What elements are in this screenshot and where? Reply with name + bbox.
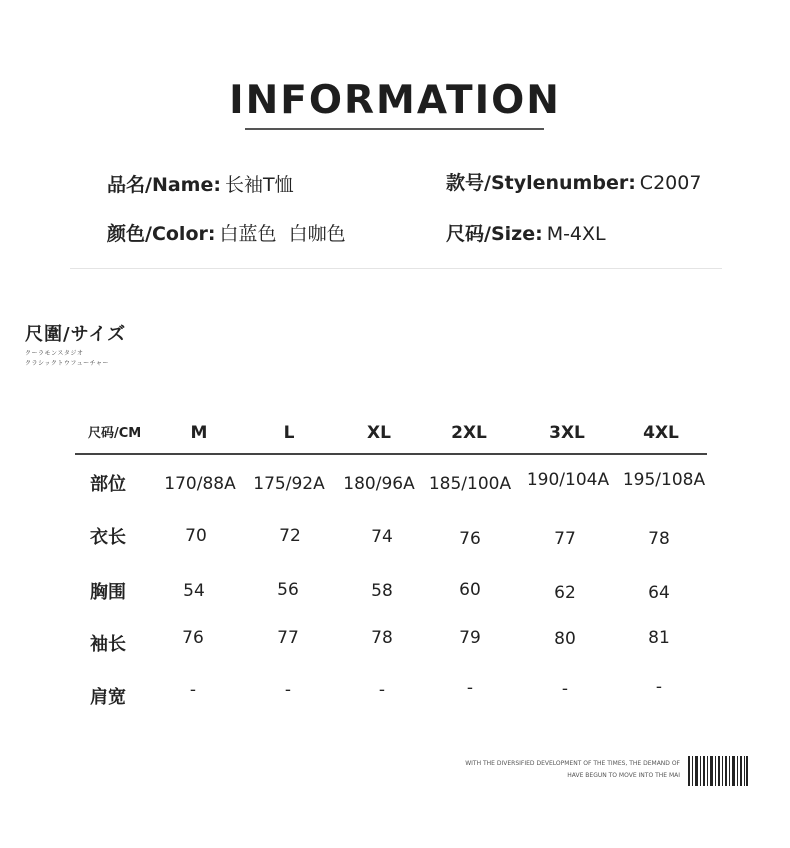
table-cell: 74 — [371, 527, 393, 547]
table-cell: 78 — [371, 628, 393, 648]
table-cell: 76 — [182, 628, 204, 648]
table-cell: 56 — [277, 580, 299, 600]
table-cell: 58 — [371, 581, 393, 601]
footer-text-line-1: WITH THE DIVERSIFIED DEVELOPMENT OF THE TIMES, THE DEMAND OF — [465, 760, 680, 767]
table-cell: 175/92A — [253, 474, 325, 494]
info-style-value: C2007 — [639, 172, 702, 194]
table-cell: 77 — [277, 628, 299, 648]
info-color-label: 颜色/Color: — [107, 223, 216, 245]
table-cell: 185/100A — [428, 474, 512, 494]
table-cell: 60 — [459, 580, 481, 600]
table-corner-label: 尺码/CM — [88, 426, 142, 441]
table-cell: - — [561, 679, 569, 699]
info-name-value: 长袖T恤 — [224, 174, 294, 196]
table-cell: 78 — [648, 529, 670, 549]
table-cell: 62 — [554, 583, 576, 603]
barcode-icon — [688, 756, 748, 786]
info-color-value: 白蓝色 白咖色 — [219, 223, 346, 245]
column-header: 3XL — [549, 423, 585, 443]
row-label: 袖长 — [90, 634, 126, 655]
info-name-label: 品名/Name: — [107, 174, 221, 196]
table-cell: 70 — [185, 526, 207, 546]
table-cell: 195/108A — [622, 470, 706, 490]
column-header: 2XL — [451, 423, 487, 443]
table-cell: 80 — [554, 629, 576, 649]
info-style — [446, 168, 701, 195]
size-section-subtitle-1: クーラモンスタジオ — [25, 350, 84, 357]
section-divider — [70, 268, 722, 269]
size-section-logo: 尺圍/サイズ — [25, 324, 127, 345]
table-cell: 72 — [279, 526, 301, 546]
size-section-subtitle-2: クラシックトウフューチャー — [25, 360, 109, 367]
table-cell: 64 — [648, 583, 670, 603]
table-cell: 170/88A — [164, 474, 236, 494]
table-cell: 190/104A — [526, 470, 610, 490]
info-name — [107, 170, 294, 197]
row-label: 肩宽 — [90, 687, 126, 708]
column-header: M — [190, 423, 208, 443]
page-title: INFORMATION — [229, 78, 561, 123]
table-header-rule — [75, 453, 707, 455]
row-label: 衣长 — [90, 527, 126, 548]
table-cell: - — [284, 680, 292, 700]
table-cell: 81 — [648, 628, 670, 648]
title-underline — [245, 128, 544, 130]
table-cell: 76 — [459, 529, 481, 549]
column-header: XL — [367, 423, 391, 443]
info-size-value: M-4XL — [546, 223, 606, 245]
table-cell: - — [655, 677, 663, 697]
table-cell: 79 — [459, 628, 481, 648]
info-color — [107, 219, 346, 246]
row-label: 部位 — [90, 474, 126, 495]
info-size — [446, 219, 606, 246]
info-style-label: 款号/Stylenumber: — [446, 172, 636, 194]
table-cell: - — [466, 678, 474, 698]
table-cell: 54 — [183, 581, 205, 601]
table-cell: - — [378, 680, 386, 700]
footer-text-line-2: HAVE BEGUN TO MOVE INTO THE MAI — [567, 772, 680, 779]
column-header: L — [283, 423, 295, 443]
table-cell: 77 — [554, 529, 576, 549]
table-cell: - — [189, 680, 197, 700]
info-size-label: 尺码/Size: — [446, 223, 543, 245]
column-header: 4XL — [643, 423, 679, 443]
table-cell: 180/96A — [343, 474, 415, 494]
row-label: 胸围 — [90, 582, 126, 603]
